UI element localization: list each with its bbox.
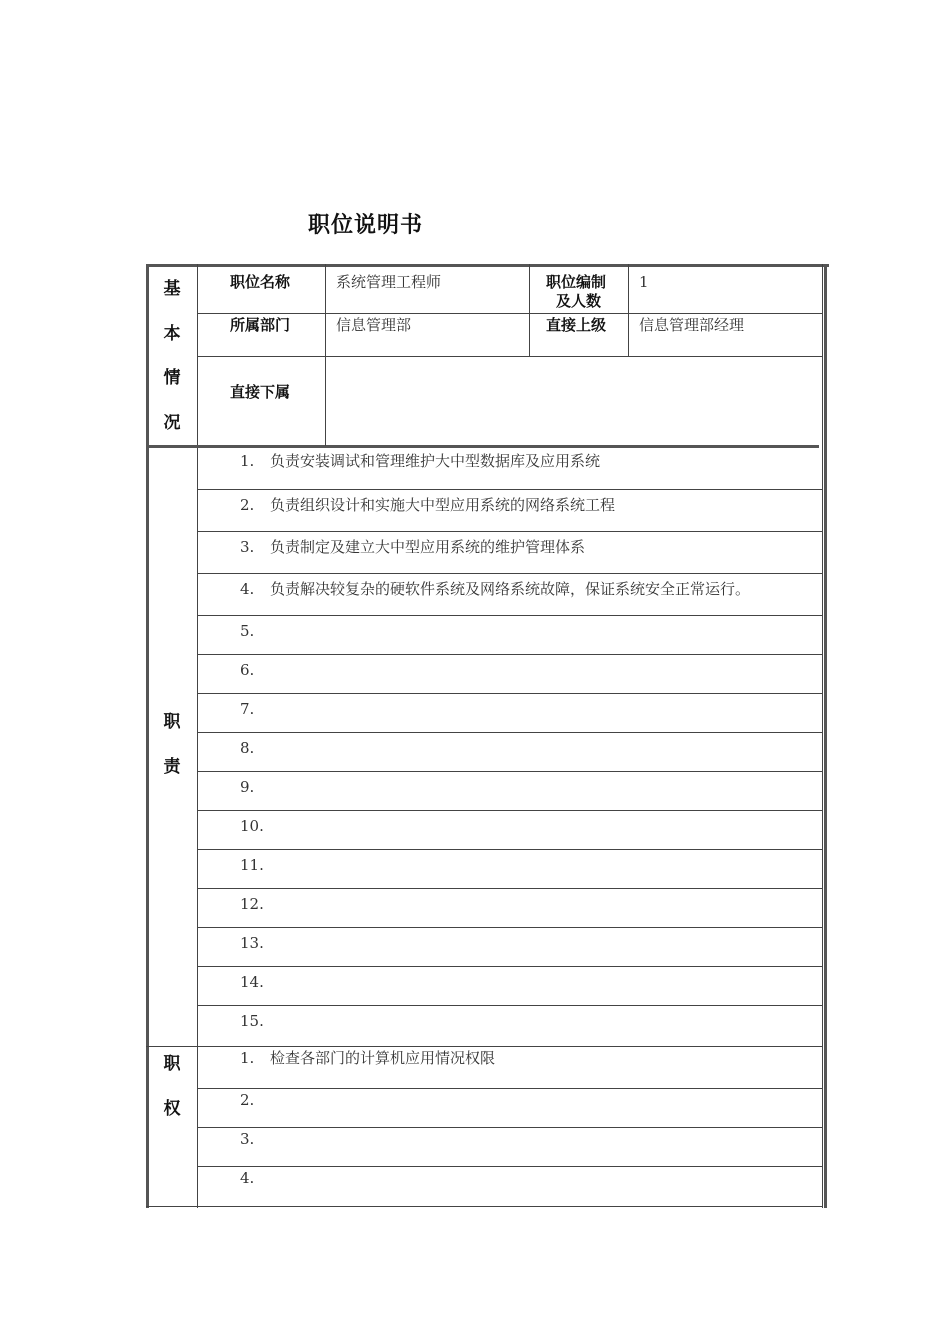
table-right-border: [824, 264, 827, 1208]
duty-row-divider: [198, 888, 823, 889]
authority-row-divider: [198, 1088, 823, 1089]
duty-row-divider: [198, 966, 823, 967]
duties-section-bottom: [146, 1046, 823, 1047]
duty-row-divider: [198, 927, 823, 928]
duty-row-divider: [198, 573, 823, 574]
authority-item-number: 3.: [240, 1130, 255, 1148]
department-label: 所属部门: [230, 316, 291, 334]
duty-row-divider: [198, 654, 823, 655]
duty-row-divider: [198, 693, 823, 694]
table-top-border: [146, 264, 829, 267]
subordinate-label: 直接下属: [230, 383, 291, 401]
duty-item-number: 9.: [240, 778, 255, 796]
superior-label: 直接上级: [546, 316, 607, 334]
headcount-label-line1: 职位编制: [546, 273, 607, 291]
duty-item-number: 8.: [240, 739, 255, 757]
duty-item-number: 6.: [240, 661, 255, 679]
table-inner-right-border: [822, 264, 823, 1208]
department-value: 信息管理部: [336, 316, 412, 334]
position-name-value: 系统管理工程师: [336, 273, 442, 291]
section-label-authority: 职 权: [163, 1054, 181, 1119]
authority-item-number: 2.: [240, 1091, 255, 1109]
job-description-table: [146, 264, 829, 1208]
basic-section-bottom: [146, 445, 819, 448]
duty-item-number: 5.: [240, 622, 255, 640]
duty-item-number: 7.: [240, 700, 255, 718]
duty-item-number: 12.: [240, 895, 264, 913]
duty-item-number: 3.: [240, 538, 255, 556]
basic-col-divider: [529, 264, 530, 357]
authority-item-number: 4.: [240, 1169, 255, 1187]
authority-row-divider: [198, 1166, 823, 1167]
document-title: 职位说明书: [308, 213, 424, 238]
basic-row-divider: [198, 313, 823, 314]
duty-item-number: 2.: [240, 496, 255, 514]
duty-row-divider: [198, 1005, 823, 1006]
superior-value: 信息管理部经理: [639, 316, 745, 334]
section-label-basic: 基 本 情 况: [163, 279, 181, 433]
duty-item-number: 13.: [240, 934, 264, 952]
basic-col-divider: [325, 264, 326, 446]
duty-item-text: 负责组织设计和实施大中型应用系统的网络系统工程: [270, 496, 616, 514]
duty-item-number: 11.: [240, 856, 264, 874]
basic-col-divider: [628, 264, 629, 357]
duty-item-number: 14.: [240, 973, 264, 991]
duty-row-divider: [198, 531, 823, 532]
duty-item-number: 10.: [240, 817, 264, 835]
section-label-duties: 职 责: [163, 712, 181, 777]
headcount-value: 1: [639, 273, 649, 291]
duty-item-text: 负责解决较复杂的硬软件系统及网络系统故障，保证系统安全正常运行。: [270, 580, 751, 598]
duty-row-divider: [198, 489, 823, 490]
basic-row-divider: [198, 356, 823, 357]
duty-row-divider: [198, 849, 823, 850]
duty-row-divider: [198, 771, 823, 772]
authority-item-number: 1.: [240, 1049, 255, 1067]
authority-item-text: 检查各部门的计算机应用情况权限: [270, 1049, 496, 1067]
duty-item-number: 4.: [240, 580, 255, 598]
headcount-label-line2: 及人数: [556, 292, 602, 310]
duty-item-number: 15.: [240, 1012, 264, 1030]
duty-item-text: 负责安装调试和管理维护大中型数据库及应用系统: [270, 452, 601, 470]
duty-row-divider: [198, 732, 823, 733]
table-bottom-border: [146, 1206, 823, 1207]
duty-item-text: 负责制定及建立大中型应用系统的维护管理体系: [270, 538, 586, 556]
duty-item-number: 1.: [240, 452, 255, 470]
duty-row-divider: [198, 615, 823, 616]
authority-row-divider: [198, 1127, 823, 1128]
position-name-label: 职位名称: [230, 273, 291, 291]
duty-row-divider: [198, 810, 823, 811]
